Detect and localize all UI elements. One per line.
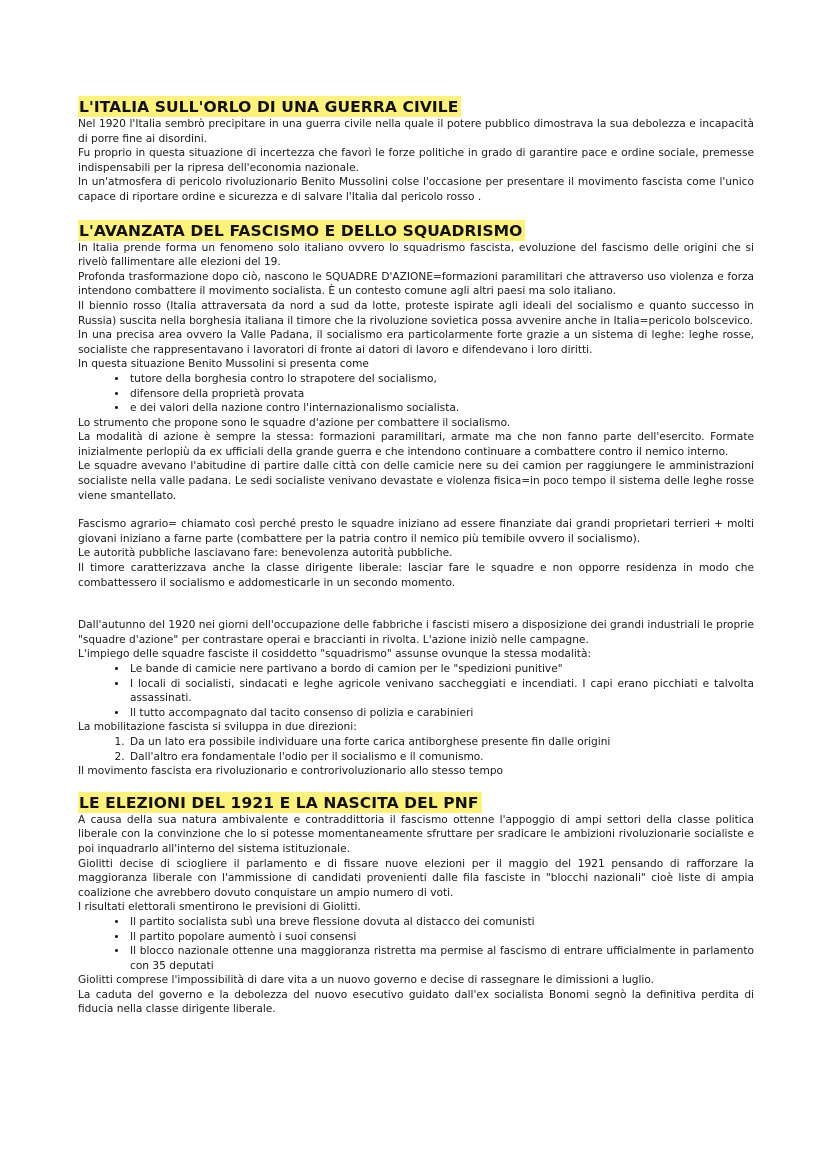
list-item: • Il partito socialista subì una breve flessione dovuta al distacco dei comunisti [128, 915, 754, 930]
paragraph: A causa della sua natura ambivalente e contraddittoria il fascismo ottenne l'appoggio di ampi settori della classe politica liberale con la convinzione che lo si potesse momentaneamente sfruttare per sradicare le ambizioni rivoluzionarie socialiste e poi inquadrarlo all'interno del sistema istituzionale. [78, 813, 754, 855]
paragraph: Giolitti comprese l'impossibilità di dare vita a un nuovo governo e decise di rassegnare le dimissioni a luglio. [78, 974, 655, 987]
paragraph: Lo strumento che propone sono le squadre d'azione per combattere il socialismo. [78, 416, 511, 429]
spacer [78, 590, 754, 618]
paragraph: Le autorità pubbliche lasciavano fare: benevolenza autorità pubbliche. [78, 547, 453, 560]
list-item: • Il partito popolare aumentò i suoi consensi [128, 930, 754, 945]
list-item: 1. Da un lato era possibile individuare una forte carica antiborghese presente fin dalle origini [128, 735, 754, 750]
section-heading: L'AVANZATA DEL FASCISMO E DELLO SQUADRISMO [78, 220, 525, 241]
list-item: • tutore della borghesia contro lo strapotere del socialismo, [128, 372, 754, 387]
paragraph: In Italia prende forma un fenomeno solo italiano ovvero lo squadrismo fascista, evoluzione del fascismo delle origini che si rivelò fallimentare alle elezioni del 19. [78, 241, 754, 269]
paragraph: L'impiego delle squadre fasciste il cosiddetto "squadrismo" assunse ovunque la stessa modalità: [78, 648, 592, 661]
paragraph: La modalità di azione è sempre la stessa: formazioni paramilitari, armate ma che non fanno parte dell'esercito. Formate inizialmente perlopiù da ex ufficiali della grande guerra e che intendono continuare a combattere contro il nemico interno. [78, 431, 754, 458]
paragraph: In questa situazione Benito Mussolini si presenta come [78, 358, 369, 371]
list-item: • e dei valori della nazione contro l'internazionalismo socialista. [128, 401, 754, 416]
paragraph: La mobilitazione fascista si sviluppa in due direzioni: [78, 721, 357, 734]
bullet-list [78, 915, 754, 973]
paragraph: Fascismo agrario= chiamato così perché presto le squadre iniziano ad essere finanziate dai grandi proprietari terrieri + molti giovani iniziano a farne parte (combattere per la patria contro il nemico più temibile ovvero il socialismo). [78, 518, 754, 545]
section-heading: L'ITALIA SULL'ORLO DI UNA GUERRA CIVILE [78, 96, 461, 117]
paragraph: Il movimento fascista era rivoluzionario e controrivoluzionario allo stesso tempo [78, 765, 504, 778]
paragraph: I risultati elettorali smentirono le previsioni di Giolitti. [78, 901, 361, 914]
paragraph: Giolitti decise di sciogliere il parlamento e di fissare nuove elezioni per il maggio del 1921 pensando di rafforzare la maggioranza liberale con l'ammissione di candidati provenienti dalle fila fasciste in "blocchi nazionali" cioè liste di ampia coalizione che avrebbero dovuto conquistare un ampio numero di voti. [78, 857, 754, 899]
document-page [78, 96, 754, 1017]
section-avanzata-fascismo [78, 220, 754, 779]
list-item: 2. Dall'altro era fondamentale l'odio per il socialismo e il comunismo. [128, 750, 754, 765]
bullet-list [78, 372, 754, 416]
paragraph: Fu proprio in questa situazione di incertezza che favorì le forze politiche in grado di garantire pace e ordine sociale, premesse indispensabili per la ripresa dell'economia nazionale. [78, 147, 754, 174]
spacer [78, 503, 754, 517]
section-italia-guerra-civile [78, 96, 754, 205]
paragraph: Nel 1920 l'Italia sembrò precipitare in una guerra civile nella quale il potere pubblico dimostrava la sua debolezza e incapacità di porre fine ai disordini. [78, 118, 754, 145]
paragraph: Le squadre avevano l'abitudine di partire dalle città con delle camicie nere su dei camion per raggiungere le amministrazioni socialiste nella valle padana. Le sedi socialiste venivano devastate e violenza fisica=in poco tempo il sistema delle leghe rosse viene smantellato. [78, 460, 754, 502]
numbered-list [78, 735, 754, 764]
section-heading: LE ELEZIONI DEL 1921 E LA NASCITA DEL PNF [78, 792, 482, 813]
section-elezioni-1921 [78, 792, 754, 1017]
paragraph: Il biennio rosso (Italia attraversata da nord a sud da lotte, proteste ispirate agli ideali del socialismo e quanto successo in Russia) suscita nella borghesia italiana il timore che la rivoluzione sovietica possa avvenire anche in Italia=pericolo bolscevico. [78, 299, 754, 327]
paragraph: In una precisa area ovvero la Valle Padana, il socialismo era particolarmente forte grazie a un sistema di leghe: leghe rosse, socialiste che rappresentavano i lavoratori di fronte ai datori di lavoro e difendevano i loro diritti. [78, 329, 754, 356]
list-item: • Il blocco nazionale ottenne una maggioranza ristretta ma permise al fascismo di entrare ufficialmente in parlamento con 35 deputati [128, 944, 754, 973]
paragraph: In un'atmosfera di pericolo rivoluzionario Benito Mussolini colse l'occasione per presentare il movimento fascista come l'unico capace di riportare ordine e sicurezza e di salvare l'Italia dal pericolo rosso . [78, 176, 754, 203]
paragraph: Il timore caratterizzava anche la classe dirigente liberale: lasciar fare le squadre e non opporre residenza in modo che combattessero il socialismo e addomesticarle in un secondo momento. [78, 562, 754, 589]
list-item: • Il tutto accompagnato dal tacito consenso di polizia e carabinieri [128, 706, 754, 721]
list-item: • difensore della proprietà provata [128, 387, 754, 402]
paragraph: Dall'autunno del 1920 nei giorni dell'occupazione delle fabbriche i fascisti misero a disposizione dei grandi industriali le proprie "squadre d'azione" per contrastare operai e braccianti in rivolta. L'azione iniziò nelle campagne. [78, 619, 754, 646]
list-item: • I locali di socialisti, sindacati e leghe agricole venivano saccheggiati e incendiati. I capi erano picchiati e talvolta assassinati. [128, 677, 754, 706]
list-item: • Le bande di camicie nere partivano a bordo di camion per le "spedizioni punitive" [128, 662, 754, 677]
paragraph: Profonda trasformazione dopo ciò, nascono le SQUADRE D'AZIONE=formazioni paramilitari che attraverso uso violenza e forza intendono combattere il movimento socialista. È un contesto comune agli altri paesi ma solo italiano. [78, 270, 754, 298]
paragraph: La caduta del governo e la debolezza del nuovo esecutivo guidato dall'ex socialista Bonomi segnò la definitiva perdita di fiducia nella classe dirigente liberale. [78, 988, 754, 1016]
bullet-list [78, 662, 754, 720]
